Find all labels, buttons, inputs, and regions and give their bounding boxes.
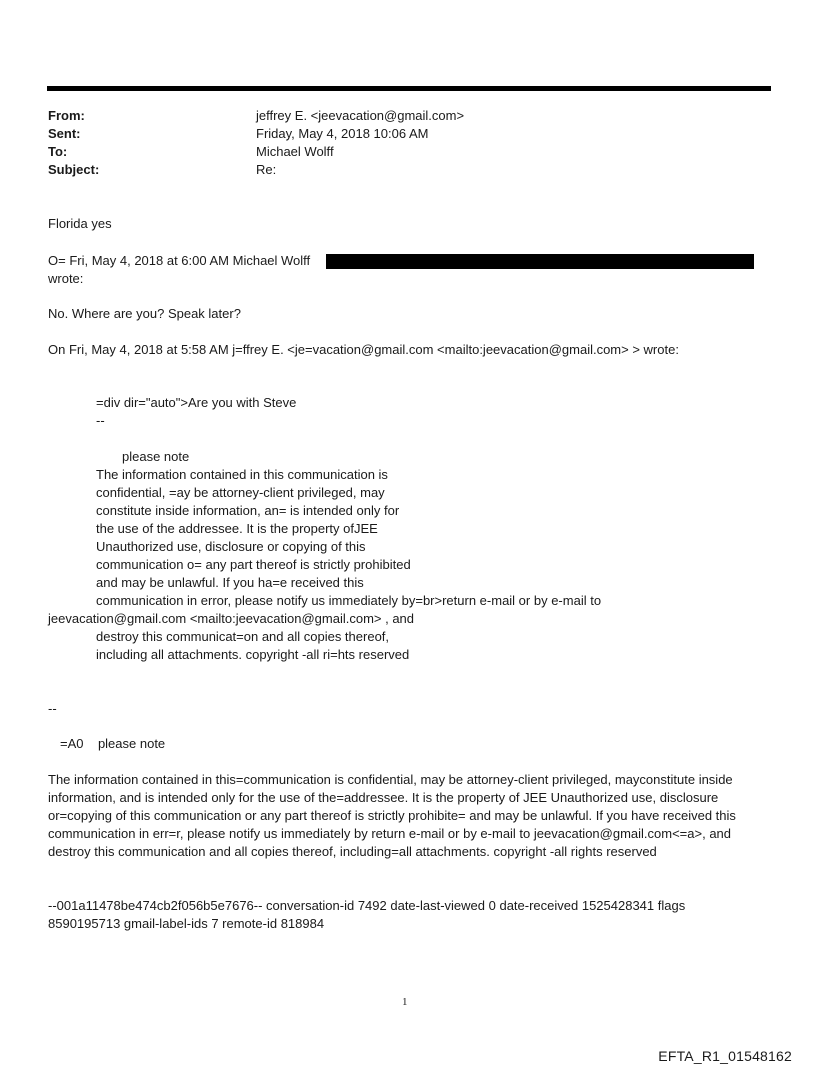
inner-separator: -- — [96, 413, 105, 428]
document-id: EFTA_R1_01548162 — [658, 1048, 792, 1064]
message-metadata: --001a11478be474cb2f056b5e7676-- conversation-id 7492 date-last-viewed 0 date-received 1525428341 flags 8590195713 gmail-label-ids 7 remote-id 818984 — [48, 898, 686, 931]
inner-note-line: the use of the addressee. It is the property ofJEE — [96, 521, 378, 536]
to-label: To: — [48, 144, 68, 159]
subject-row — [48, 161, 768, 179]
subject-value: Re: — [256, 162, 277, 177]
quote1-text: No. Where are you? Speak later? — [48, 306, 241, 321]
outer-note-text: The information contained in this=communication is confidential, may be attorney-client privileged, mayconstitute inside information, and is intended only for the use of the=addressee. It is the property of JEE Unauthorized use, disclosure or=copying of this communication or any part thereof is strictly prohibite= and may be unlawful. If you have received this communication in err=r, please notify us immediately by return e-mail or by e-mail to jeevacation@gmail.com<=a>, and destroy this communication and all copies thereof, including=all attachments. copyright -all rights reserved — [48, 772, 736, 859]
inner-note-wrap: jeevacation@gmail.com <mailto:jeevacation@gmail.com> , and — [48, 611, 415, 626]
from-row — [48, 107, 768, 125]
sent-label: Sent: — [48, 126, 81, 141]
subject-label: Subject: — [48, 162, 100, 177]
outer-note-title: =A0 please note — [60, 736, 166, 751]
reply-text: Florida yes — [48, 216, 112, 231]
inner-note-line: confidential, =ay be attorney-client privileged, may — [96, 485, 385, 500]
inner-note-line: communication in error, please notify us immediately by=br>return e-mail or by e-mail to — [96, 593, 602, 608]
quote1-header: O= Fri, May 4, 2018 at 6:00 AM Michael Wolff — [48, 253, 311, 268]
inner-note-title: please note — [122, 449, 190, 464]
to-value: Michael Wolff — [256, 144, 334, 159]
sent-row — [48, 125, 768, 143]
to-row — [48, 143, 768, 161]
quote2-header: On Fri, May 4, 2018 at 5:58 AM j=ffrey E. <je=vacation@gmail.com <mailto:jeevacation@gmail.com> > wrote: — [48, 342, 679, 357]
from-value: jeffrey E. <jeevacation@gmail.com> — [256, 108, 465, 123]
from-label: From: — [48, 108, 85, 123]
inner-note-line: communication o= any part thereof is strictly prohibited — [96, 557, 411, 572]
inner-note-line: Unauthorized use, disclosure or copying of this — [96, 539, 366, 554]
sent-value: Friday, May 4, 2018 10:06 AM — [256, 126, 429, 141]
page-number: 1 — [402, 996, 408, 1008]
outer-separator: -- — [48, 701, 57, 716]
inner-note-line: destroy this communicat=on and all copies thereof, — [96, 629, 390, 644]
quote1-wrote: wrote: — [48, 271, 84, 286]
redaction-bar — [326, 254, 754, 269]
header-rule — [47, 86, 771, 91]
inner-note-line: including all attachments. copyright -all ri=hts reserved — [96, 647, 410, 662]
inner-note-line: constitute inside information, an= is intended only for — [96, 503, 400, 518]
inner-div-text: =div dir="auto">Are you with Steve — [96, 395, 297, 410]
inner-note-line: The information contained in this communication is — [96, 467, 388, 482]
inner-note-line: and may be unlawful. If you ha=e received this — [96, 575, 364, 590]
